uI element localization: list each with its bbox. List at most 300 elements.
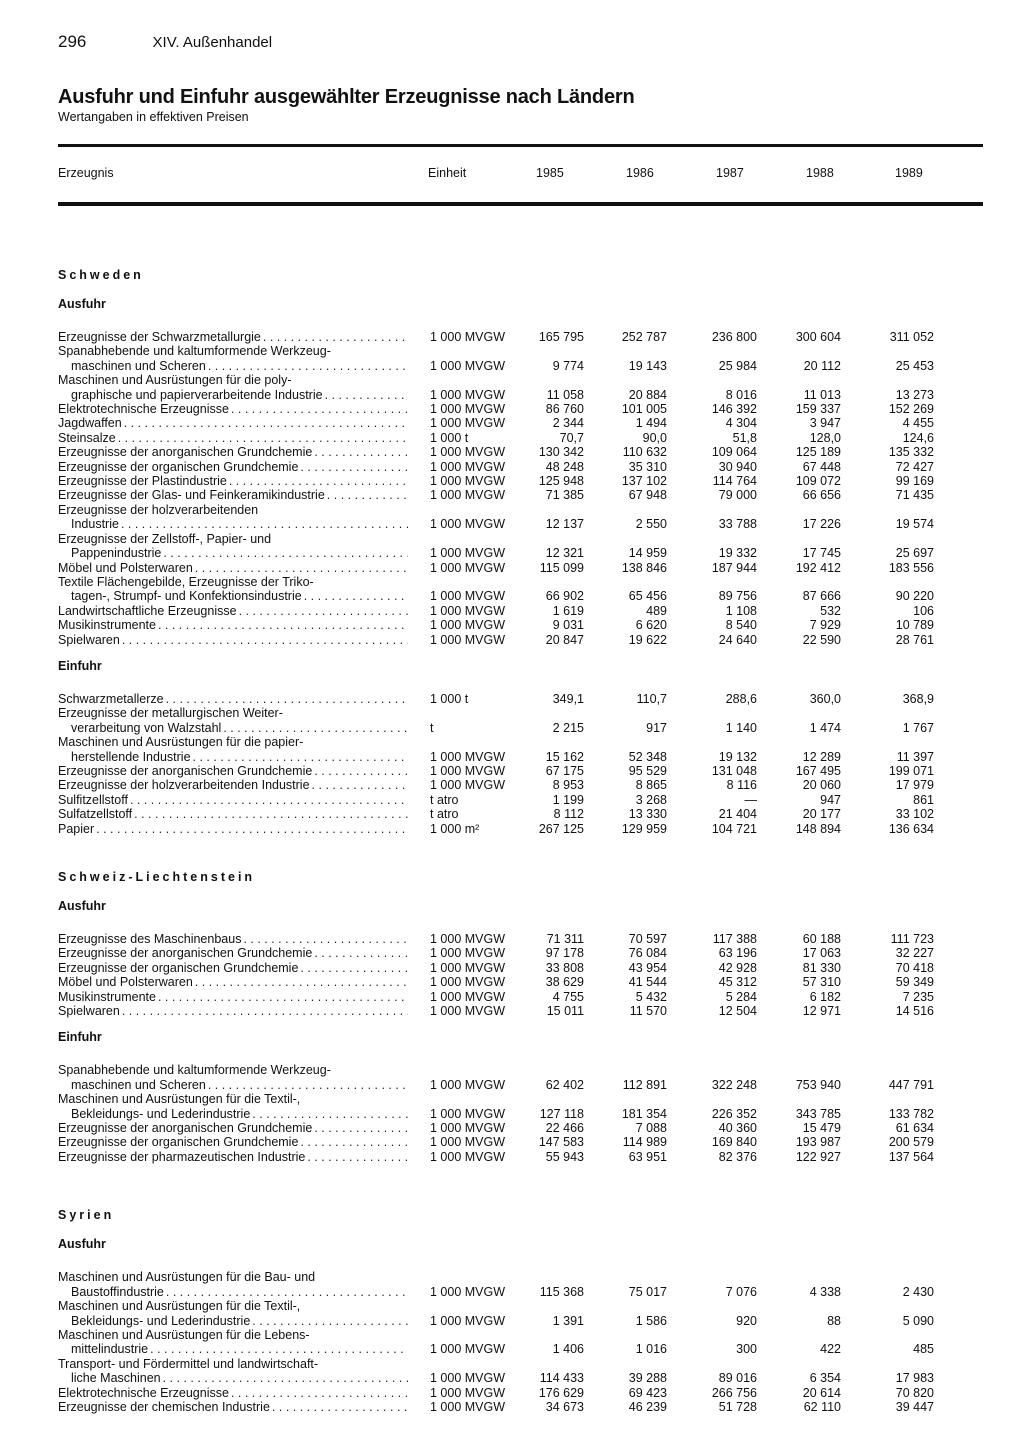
value-cell: 19 132 bbox=[718, 749, 757, 764]
value-cell: 106 bbox=[913, 603, 934, 618]
section-heading: Einfuhr bbox=[58, 658, 102, 673]
value-cell: 20 112 bbox=[803, 358, 841, 373]
value-cell: 42 928 bbox=[718, 960, 757, 975]
unit-cell: 1 000 MVGW bbox=[430, 589, 506, 604]
product-name bbox=[58, 822, 408, 836]
unit-cell: 1 000 MVGW bbox=[430, 1004, 506, 1019]
dot-leader bbox=[263, 330, 408, 344]
value-cell: 21 404 bbox=[718, 807, 757, 822]
value-cell: 115 099 bbox=[539, 560, 584, 575]
value-cell: 5 090 bbox=[902, 1313, 934, 1328]
value-cell: 67 448 bbox=[802, 459, 841, 474]
product-name bbox=[58, 692, 408, 706]
dot-leader bbox=[307, 1150, 408, 1164]
value-cell: 12 971 bbox=[802, 1004, 841, 1019]
value-cell: 25 697 bbox=[895, 546, 934, 561]
product-name-line: maschinen und Scheren bbox=[71, 1077, 206, 1092]
unit-cell: 1 000 MVGW bbox=[430, 1385, 506, 1400]
table-row bbox=[58, 1386, 983, 1400]
value-cell: 266 756 bbox=[711, 1385, 757, 1400]
dot-leader bbox=[243, 932, 408, 946]
unit-cell: 1 000 MVGW bbox=[430, 402, 506, 417]
dot-leader bbox=[208, 1078, 408, 1092]
product-name-line: Maschinen und Ausrüstungen für die Textil-, bbox=[58, 1299, 301, 1314]
unit-cell: 1 000 MVGW bbox=[430, 763, 506, 778]
value-cell: 33 102 bbox=[895, 807, 934, 822]
product-name-line: Musikinstrumente bbox=[58, 618, 156, 633]
value-cell: 71 311 bbox=[546, 932, 584, 946]
value-cell: 1 406 bbox=[552, 1342, 584, 1357]
value-cell: 12 137 bbox=[545, 517, 584, 532]
dot-leader bbox=[122, 1004, 408, 1018]
unit-cell: 1 000 MVGW bbox=[430, 1077, 506, 1092]
table-row bbox=[58, 706, 983, 735]
value-cell: 75 017 bbox=[628, 1284, 667, 1299]
value-cell: 72 427 bbox=[895, 459, 934, 474]
product-name bbox=[58, 975, 408, 989]
col-year-1985: 1985 bbox=[536, 166, 564, 180]
value-cell: 1 108 bbox=[725, 603, 757, 618]
value-cell: 5 432 bbox=[635, 989, 667, 1004]
value-cell: 46 239 bbox=[628, 1399, 667, 1414]
dot-leader bbox=[163, 1371, 408, 1385]
unit-cell: 1 000 MVGW bbox=[430, 1121, 506, 1136]
table-row bbox=[58, 778, 983, 792]
product-name-line: Erzeugnisse der anorganischen Grundchemie bbox=[58, 763, 313, 778]
unit-cell: t atro bbox=[430, 792, 459, 807]
product-name bbox=[58, 946, 408, 960]
value-cell: 300 604 bbox=[795, 330, 841, 344]
value-cell: 70 597 bbox=[628, 932, 667, 946]
product-name bbox=[58, 373, 408, 402]
value-cell: 236 800 bbox=[711, 330, 757, 344]
product-name-line: Pappenindustrie bbox=[71, 546, 162, 561]
product-name-line: liche Maschinen bbox=[71, 1371, 161, 1386]
value-cell: 138 846 bbox=[621, 560, 667, 575]
country-block bbox=[58, 268, 983, 836]
table-row bbox=[58, 1092, 983, 1121]
product-name-line: Elektrotechnische Erzeugnisse bbox=[58, 402, 229, 417]
value-cell: 2 430 bbox=[902, 1284, 934, 1299]
unit-cell: 1 000 MVGW bbox=[430, 749, 506, 764]
value-cell: 3 947 bbox=[809, 416, 841, 431]
value-cell: 19 622 bbox=[628, 632, 667, 647]
value-cell: 55 943 bbox=[545, 1149, 584, 1164]
value-cell: 1 391 bbox=[552, 1313, 584, 1328]
product-name-line: Möbel und Polsterwaren bbox=[58, 560, 193, 575]
value-cell: 300 bbox=[736, 1342, 757, 1357]
dot-leader bbox=[158, 990, 408, 1004]
product-name bbox=[58, 706, 408, 735]
product-name-line: Erzeugnisse der pharmazeutischen Industrie bbox=[58, 1149, 306, 1164]
value-cell: 167 495 bbox=[795, 763, 841, 778]
product-name-line: Jagdwaffen bbox=[58, 416, 122, 431]
value-cell: 6 182 bbox=[809, 989, 841, 1004]
value-cell: 1 474 bbox=[809, 720, 841, 735]
table-row bbox=[58, 1400, 983, 1414]
value-cell: 20 060 bbox=[802, 778, 841, 793]
value-cell: 28 761 bbox=[895, 632, 934, 647]
product-name-line: Landwirtschaftliche Erzeugnisse bbox=[58, 603, 237, 618]
value-cell: 148 894 bbox=[795, 821, 841, 836]
value-cell: 13 273 bbox=[895, 387, 934, 402]
unit-cell: 1 000 MVGW bbox=[430, 1313, 506, 1328]
value-cell: 1 494 bbox=[635, 416, 667, 431]
table-row bbox=[58, 373, 983, 402]
product-name bbox=[58, 402, 408, 416]
value-cell: 66 902 bbox=[545, 589, 584, 604]
product-name bbox=[58, 431, 408, 445]
product-name-line: Erzeugnisse der Schwarzmetallurgie bbox=[58, 330, 261, 344]
value-cell: 71 385 bbox=[545, 488, 584, 503]
value-cell: 288,6 bbox=[725, 691, 757, 706]
value-cell: 20 884 bbox=[628, 387, 667, 402]
dot-leader bbox=[314, 445, 408, 459]
value-cell: 62 110 bbox=[803, 1399, 841, 1414]
unit-cell: 1 000 MVGW bbox=[430, 358, 506, 373]
product-name-line: Erzeugnisse der chemischen Industrie bbox=[58, 1399, 270, 1414]
dot-leader bbox=[166, 1285, 408, 1299]
product-name-line: Maschinen und Ausrüstungen für die Lebens- bbox=[58, 1327, 310, 1342]
product-name-line: Maschinen und Ausrüstungen für die Bau- und bbox=[58, 1270, 316, 1285]
table-row bbox=[58, 416, 983, 430]
product-name-line: Möbel und Polsterwaren bbox=[58, 975, 193, 990]
value-cell: 165 795 bbox=[538, 330, 584, 344]
product-name bbox=[58, 807, 408, 821]
value-cell: 70 418 bbox=[895, 960, 934, 975]
dot-leader bbox=[300, 460, 408, 474]
table-row bbox=[58, 532, 983, 561]
value-cell: 67 175 bbox=[545, 763, 584, 778]
table-row bbox=[58, 932, 983, 946]
product-name bbox=[58, 503, 408, 532]
value-cell: 532 bbox=[820, 603, 841, 618]
value-cell: 753 940 bbox=[795, 1077, 841, 1092]
value-cell: 40 360 bbox=[718, 1121, 757, 1136]
dot-leader bbox=[300, 961, 408, 975]
value-cell: 1 586 bbox=[635, 1313, 667, 1328]
value-cell: 137 564 bbox=[888, 1149, 934, 1164]
value-cell: 349,1 bbox=[552, 691, 584, 706]
dot-leader bbox=[312, 778, 408, 792]
unit-cell: 1 000 MVGW bbox=[430, 387, 506, 402]
unit-cell: 1 000 MVGW bbox=[430, 632, 506, 647]
value-cell: 39 288 bbox=[628, 1371, 667, 1386]
value-cell: 200 579 bbox=[888, 1135, 934, 1150]
value-cell: 14 959 bbox=[628, 546, 667, 561]
unit-cell: 1 000 MVGW bbox=[430, 778, 506, 793]
value-cell: 62 402 bbox=[545, 1077, 584, 1092]
dot-leader bbox=[195, 561, 408, 575]
value-cell: 34 673 bbox=[545, 1399, 584, 1414]
col-product: Erzeugnis bbox=[58, 166, 114, 180]
value-cell: 4 338 bbox=[809, 1284, 841, 1299]
value-cell: 6 354 bbox=[809, 1371, 841, 1386]
product-name-line: Steinsalze bbox=[58, 430, 116, 445]
product-name-line: Spanabhebende und kaltumformende Werkzeug- bbox=[58, 344, 331, 359]
dot-leader bbox=[239, 604, 408, 618]
unit-cell: 1 000 MVGW bbox=[430, 474, 506, 489]
product-name-line: verarbeitung von Walzstahl bbox=[71, 720, 222, 735]
product-name bbox=[58, 460, 408, 474]
value-cell: 35 310 bbox=[628, 459, 667, 474]
value-cell: 112 891 bbox=[622, 1077, 667, 1092]
value-cell: 5 284 bbox=[725, 989, 757, 1004]
value-cell: 311 052 bbox=[889, 330, 934, 344]
product-name-line: Spanabhebende und kaltumformende Werkzeug- bbox=[58, 1063, 331, 1078]
value-cell: 66 656 bbox=[802, 488, 841, 503]
value-cell: 109 064 bbox=[711, 445, 757, 460]
col-year-1988: 1988 bbox=[806, 166, 834, 180]
value-cell: 131 048 bbox=[711, 763, 757, 778]
product-name-line: Transport- und Fördermittel und landwirtschaft- bbox=[58, 1356, 319, 1371]
value-cell: 343 785 bbox=[795, 1106, 841, 1121]
section-heading: Einfuhr bbox=[58, 1030, 102, 1045]
product-name-line: Maschinen und Ausrüstungen für die papier- bbox=[58, 735, 304, 750]
unit-cell: t atro bbox=[430, 807, 459, 822]
unit-cell: 1 000 MVGW bbox=[430, 1342, 506, 1357]
unit-cell: 1 000 t bbox=[430, 691, 469, 706]
product-name-line: Textile Flächengebilde, Erzeugnisse der Triko- bbox=[58, 574, 314, 589]
value-cell: 32 227 bbox=[895, 946, 934, 961]
value-cell: 19 574 bbox=[895, 517, 934, 532]
product-name-line: Erzeugnisse des Maschinenbaus bbox=[58, 932, 242, 946]
value-cell: 17 979 bbox=[895, 778, 934, 793]
table-row bbox=[58, 330, 983, 344]
value-cell: 125 948 bbox=[538, 474, 584, 489]
product-name bbox=[58, 344, 408, 373]
dot-leader bbox=[229, 474, 408, 488]
value-cell: 17 983 bbox=[895, 1371, 934, 1386]
value-cell: 135 332 bbox=[888, 445, 934, 460]
product-name bbox=[58, 1092, 408, 1121]
value-cell: 10 789 bbox=[895, 618, 934, 633]
value-cell: 20 177 bbox=[802, 807, 841, 822]
header-top-rule bbox=[58, 144, 983, 147]
product-name-line: Schwarzmetallerze bbox=[58, 691, 164, 706]
value-cell: 76 084 bbox=[628, 946, 667, 961]
value-cell: 8 953 bbox=[552, 778, 584, 793]
value-cell: 11 570 bbox=[629, 1004, 667, 1019]
value-cell: 45 312 bbox=[718, 975, 757, 990]
value-cell: 20 614 bbox=[802, 1385, 841, 1400]
product-name-line: Erzeugnisse der anorganischen Grundchemie bbox=[58, 1121, 313, 1136]
page-number: 296 bbox=[58, 32, 87, 51]
header-bottom-rule bbox=[58, 202, 983, 206]
product-name-line: mittelindustrie bbox=[71, 1342, 149, 1357]
product-name-line: tagen-, Strumpf- und Konfektionsindustrie bbox=[71, 589, 302, 604]
unit-cell: 1 000 MVGW bbox=[430, 618, 506, 633]
value-cell: 193 987 bbox=[795, 1135, 841, 1150]
value-cell: 99 169 bbox=[895, 474, 934, 489]
unit-cell: 1 000 MVGW bbox=[430, 1371, 506, 1386]
product-name bbox=[58, 1328, 408, 1357]
dot-leader bbox=[327, 488, 408, 502]
value-cell: 25 453 bbox=[895, 358, 934, 373]
product-name-line: maschinen und Scheren bbox=[71, 358, 206, 373]
table-row bbox=[58, 488, 983, 502]
value-cell: 176 629 bbox=[538, 1385, 584, 1400]
value-cell: 447 791 bbox=[888, 1077, 934, 1092]
value-cell: 52 348 bbox=[628, 749, 667, 764]
value-cell: 192 412 bbox=[795, 560, 841, 575]
dot-leader bbox=[304, 589, 408, 603]
unit-cell: 1 000 MVGW bbox=[430, 1106, 506, 1121]
value-cell: 111 723 bbox=[890, 932, 934, 946]
country-heading: Schweden bbox=[58, 268, 144, 282]
section-heading: Ausfuhr bbox=[58, 899, 106, 913]
country-block bbox=[58, 870, 983, 1164]
value-cell: 4 304 bbox=[725, 416, 757, 431]
value-cell: 13 330 bbox=[628, 807, 667, 822]
product-name-line: Erzeugnisse der organischen Grundchemie bbox=[58, 459, 299, 474]
value-cell: 41 544 bbox=[628, 975, 667, 990]
value-cell: 117 388 bbox=[712, 932, 757, 946]
product-name bbox=[58, 474, 408, 488]
value-cell: 133 782 bbox=[888, 1106, 934, 1121]
value-cell: 7 929 bbox=[809, 618, 841, 633]
table-row bbox=[58, 975, 983, 989]
value-cell: 71 435 bbox=[895, 488, 934, 503]
value-cell: 4 455 bbox=[902, 416, 934, 431]
value-cell: 67 948 bbox=[628, 488, 667, 503]
product-name bbox=[58, 445, 408, 459]
value-cell: 90,0 bbox=[642, 430, 667, 445]
product-name-line: graphische und papierverarbeitende Industrie bbox=[71, 387, 323, 402]
table-row bbox=[58, 1135, 983, 1149]
value-cell: 2 215 bbox=[552, 720, 584, 735]
unit-cell: t bbox=[430, 720, 434, 735]
value-cell: 60 188 bbox=[802, 932, 841, 946]
value-cell: 95 529 bbox=[628, 763, 667, 778]
dot-leader bbox=[193, 750, 408, 764]
table-row bbox=[58, 1063, 983, 1092]
value-cell: 25 984 bbox=[718, 358, 757, 373]
product-name-line: Erzeugnisse der anorganischen Grundchemie bbox=[58, 946, 313, 961]
unit-cell: 1 000 MVGW bbox=[430, 445, 506, 460]
value-cell: 1 140 bbox=[725, 720, 757, 735]
value-cell: 63 951 bbox=[628, 1149, 667, 1164]
value-cell: 199 071 bbox=[888, 763, 934, 778]
dot-leader bbox=[166, 692, 408, 706]
unit-cell: 1 000 MVGW bbox=[430, 946, 506, 961]
value-cell: 489 bbox=[646, 603, 667, 618]
unit-cell: 1 000 MVGW bbox=[430, 603, 506, 618]
product-name bbox=[58, 932, 408, 946]
product-name bbox=[58, 330, 408, 344]
table-row bbox=[58, 692, 983, 706]
dot-leader bbox=[272, 1400, 408, 1414]
product-name-line: Erzeugnisse der Glas- und Feinkeramikindustrie bbox=[58, 488, 325, 503]
value-cell: 104 721 bbox=[711, 821, 757, 836]
unit-cell: 1 000 MVGW bbox=[430, 546, 506, 561]
value-cell: 124,6 bbox=[902, 430, 934, 445]
value-cell: 322 248 bbox=[711, 1077, 757, 1092]
value-cell: 128,0 bbox=[809, 430, 841, 445]
col-year-1986: 1986 bbox=[626, 166, 654, 180]
dot-leader bbox=[150, 1342, 408, 1356]
product-name bbox=[58, 1135, 408, 1149]
value-cell: 17 226 bbox=[802, 517, 841, 532]
unit-cell: 1 000 m² bbox=[430, 821, 480, 836]
dot-leader bbox=[252, 1107, 408, 1121]
value-cell: 8 016 bbox=[725, 387, 757, 402]
table-row bbox=[58, 344, 983, 373]
col-unit: Einheit bbox=[428, 166, 467, 180]
product-name-line: herstellende Industrie bbox=[71, 749, 191, 764]
value-cell: 4 755 bbox=[552, 989, 584, 1004]
table-row bbox=[58, 633, 983, 647]
value-cell: 125 189 bbox=[795, 445, 841, 460]
value-cell: 110 632 bbox=[622, 445, 667, 460]
value-cell: 3 268 bbox=[635, 792, 667, 807]
dot-leader bbox=[252, 1314, 408, 1328]
value-cell: 14 516 bbox=[895, 1004, 934, 1019]
value-cell: 6 620 bbox=[635, 618, 667, 633]
dot-leader bbox=[325, 388, 408, 402]
dot-leader bbox=[300, 1135, 408, 1149]
value-cell: 7 076 bbox=[725, 1284, 757, 1299]
dot-leader bbox=[314, 946, 408, 960]
dot-leader bbox=[118, 431, 408, 445]
unit-cell: 1 000 MVGW bbox=[430, 1284, 506, 1299]
product-name-line: Erzeugnisse der holzverarbeitenden bbox=[58, 502, 259, 517]
value-cell: 137 102 bbox=[621, 474, 667, 489]
product-name bbox=[58, 1063, 408, 1092]
col-year-1989: 1989 bbox=[895, 166, 923, 180]
product-name-line: Erzeugnisse der organischen Grundchemie bbox=[58, 1135, 299, 1150]
unit-cell: 1 000 MVGW bbox=[430, 1135, 506, 1150]
value-cell: 8 112 bbox=[553, 807, 584, 822]
product-name bbox=[58, 1386, 408, 1400]
product-name-line: Sulfatzellstoff bbox=[58, 807, 133, 822]
unit-cell: 1 000 MVGW bbox=[430, 960, 506, 975]
value-cell: 360,0 bbox=[809, 691, 841, 706]
product-name bbox=[58, 561, 408, 575]
value-cell: 947 bbox=[820, 792, 841, 807]
value-cell: 17 063 bbox=[802, 946, 841, 961]
dot-leader bbox=[124, 416, 408, 430]
chapter-title: XIV. Außenhandel bbox=[152, 34, 273, 51]
product-name-line: Erzeugnisse der metallurgischen Weiter- bbox=[58, 706, 283, 721]
value-cell: 12 289 bbox=[802, 749, 841, 764]
table-row bbox=[58, 1121, 983, 1135]
value-cell: 9 031 bbox=[552, 618, 584, 633]
value-cell: 8 116 bbox=[726, 778, 757, 793]
dot-leader bbox=[134, 807, 408, 821]
table-row bbox=[58, 618, 983, 632]
value-cell: 917 bbox=[646, 720, 667, 735]
value-cell: — bbox=[744, 792, 757, 807]
product-name-line: Erzeugnisse der organischen Grundchemie bbox=[58, 960, 299, 975]
table-row bbox=[58, 1270, 983, 1299]
product-name-line: Erzeugnisse der anorganischen Grundchemie bbox=[58, 445, 313, 460]
value-cell: 485 bbox=[913, 1342, 934, 1357]
value-cell: 861 bbox=[913, 792, 934, 807]
product-name-line: Musikinstrumente bbox=[58, 989, 156, 1004]
table-row bbox=[58, 961, 983, 975]
unit-cell: 1 000 MVGW bbox=[430, 975, 506, 990]
value-cell: 368,9 bbox=[902, 691, 934, 706]
product-name-line: Baustoffindustrie bbox=[71, 1284, 164, 1299]
table-row bbox=[58, 561, 983, 575]
product-name bbox=[58, 961, 408, 975]
unit-cell: 1 000 MVGW bbox=[430, 1149, 506, 1164]
value-cell: 226 352 bbox=[711, 1106, 757, 1121]
dot-leader bbox=[195, 975, 408, 989]
value-cell: 187 944 bbox=[711, 560, 757, 575]
value-cell: 17 745 bbox=[802, 546, 841, 561]
